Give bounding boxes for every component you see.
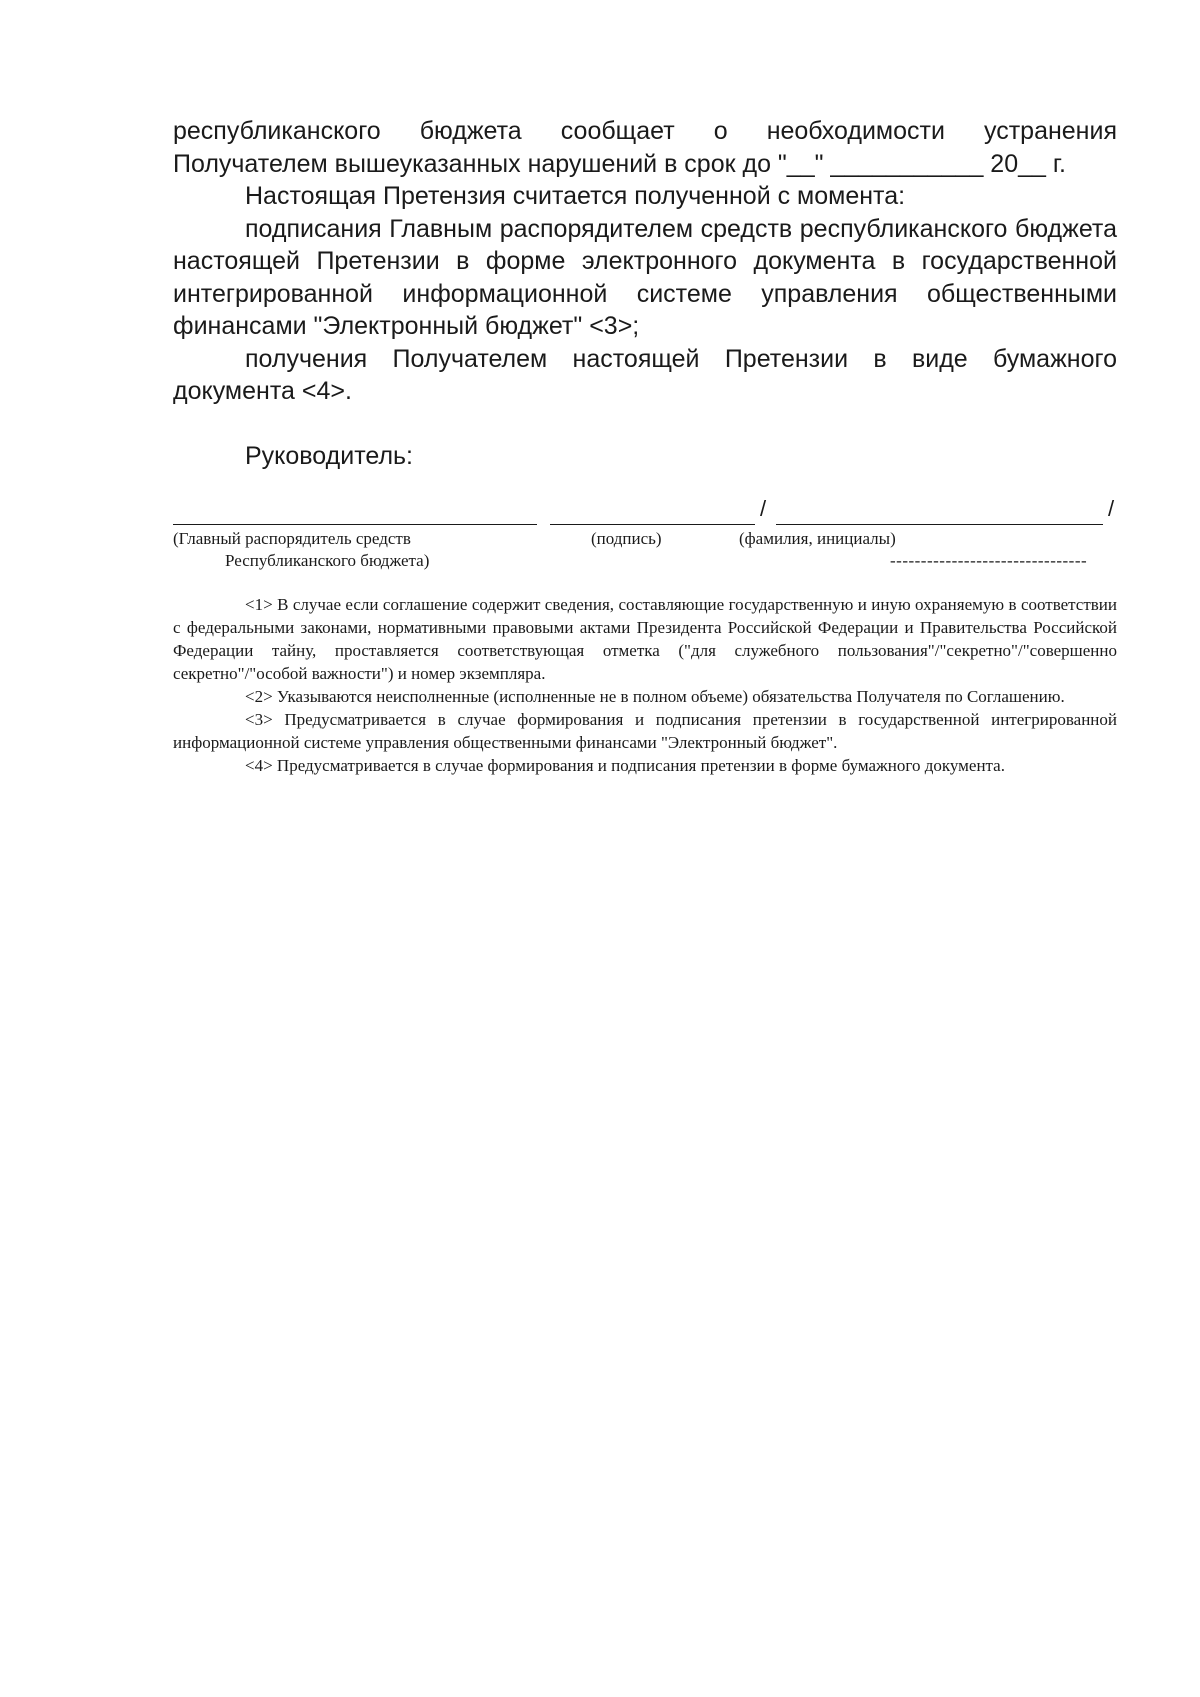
authority-caption-line2: Республиканского бюджета) [225,551,430,570]
dashed-line: -------------------------------- [890,551,1088,570]
footnotes [173,593,1117,777]
footnote-1: <1> В случае если соглашение содержит сведения, составляющие государственную и иную охраняемую в соответствии с федеральными законами, нормативными правовыми актами Президента Российской Федерации и Правительства Российской Федерации тайну, проставляется соответствующая отметка ("для служебного пользования"/"секретно"/"совершенно секретно"/"особой важности") и номер экземпляра. [173,595,1117,683]
signature-line [550,524,755,525]
signature-caption: (подпись) [591,529,662,548]
slash-separator: / [760,496,767,521]
footnote-4: <4> Предусматривается в случае формирования и подписания претензии в форме бумажного документа. [245,756,1005,775]
paragraph-paper-receipt: получения Получателем настоящей Претензии в виде бумажного документа <4>. [173,344,1117,405]
authority-signature-line [173,524,537,525]
authority-caption-line1: (Главный распорядитель средств [173,529,411,548]
claim-body [173,115,1117,408]
paragraph-receipt-intro: Настоящая Претензия считается полученной с момента: [245,182,906,210]
head-label: Руководитель: [245,442,414,470]
slash-separator: / [1108,496,1115,521]
footnote-3: <3> Предусматривается в случае формирования и подписания претензии в государственной интегрированной информационной системе управления общественными финансами "Электронный бюджет". [173,710,1117,752]
name-caption: (фамилия, инициалы) [739,529,896,548]
name-initials-line [776,524,1103,525]
paragraph-deadline: республиканского бюджета сообщает о необходимости устранения Получателем вышеуказанных нарушений в срок до "__" ___________ 20__ г. [173,117,1117,178]
footnote-2: <2> Указываются неисполненные (исполненные не в полном объеме) обязательства Получателя по Соглашению. [245,687,1065,706]
paragraph-electronic-signing: подписания Главным распорядителем средств республиканского бюджета настоящей Претензии в форме электронного документа в государственной интегрированной информационной системе управления общественными финансами "Электронный бюджет" <3>; [173,214,1117,340]
